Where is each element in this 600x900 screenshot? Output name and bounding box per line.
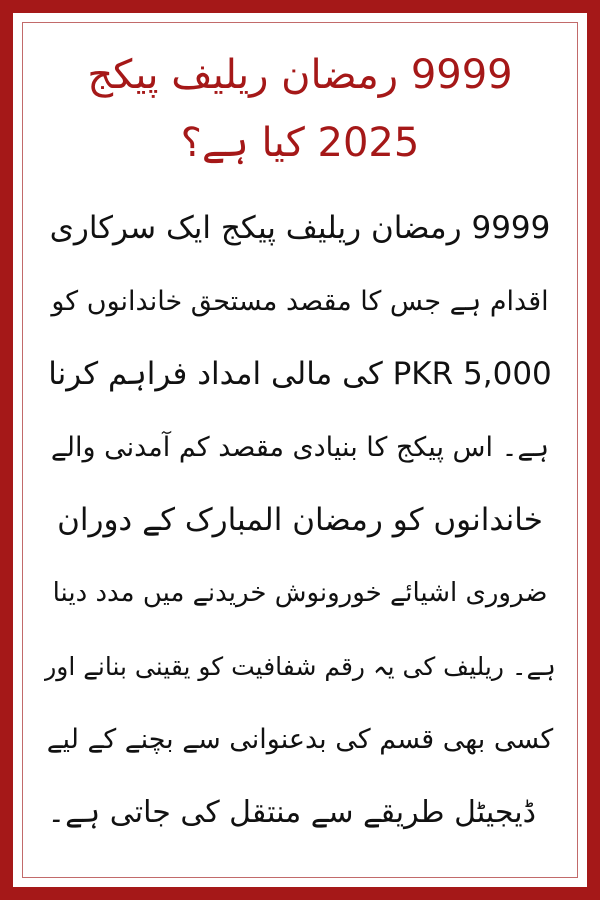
body-line: ہے۔ ریلیف کی یہ رقم شفافیت کو یقینی بنانے اور [44, 652, 556, 681]
body-line: خاندانوں کو رمضان المبارک کے دوران [57, 502, 543, 538]
title-line-1: 9999 رمضان ریلیف پیکج [87, 52, 513, 98]
body-line: 9999 رمضان ریلیف پیکج ایک سرکاری [49, 210, 551, 246]
body-line: ضروری اشیائے خورونوش خریدنے میں مدد دینا [52, 578, 548, 608]
title-line-2: 2025 کیا ہے؟ [180, 120, 420, 166]
article-body [44, 192, 556, 849]
body-line: ہے۔ اس پیکج کا بنیادی مقصد کم آمدنی والے [50, 432, 550, 463]
body-line: PKR 5,000 کی مالی امداد فراہم کرنا [48, 356, 552, 392]
body-line: ڈیجیٹل طریقے سے منتقل کی جاتی ہے۔ [47, 795, 536, 830]
body-line: کسی بھی قسم کی بدعنوانی سے بچنے کے لیے [46, 724, 554, 755]
body-line: اقدام ہے جس کا مقصد مستحق خاندانوں کو [51, 286, 549, 317]
